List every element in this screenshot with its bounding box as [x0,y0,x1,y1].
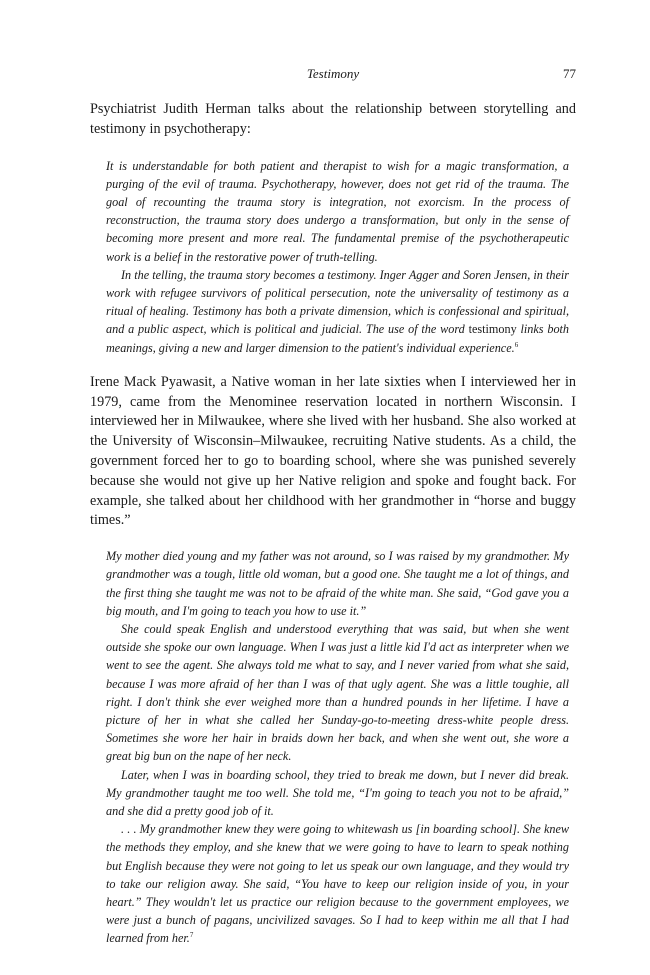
pyawasit-quote-paragraph-1: My mother died young and my father was not around, so I was raised by my grandmother. My grandmother was a tough, little old woman, but a good one. She taught me a lot of things, and the first thing she taught me was not to be afraid of the white man. She said, “God gave you a big mouth, and I'm going to teach you how to use it.” [106,549,569,618]
running-head [90,66,576,86]
footnote-marker: 7 [189,931,194,940]
pyawasit-quote-paragraph-4-text: . . . My grandmother knew they were going to whitewash us [in boarding school]. She knew the methods they employ, and she knew that we were going to have to learn to speak nothing but English because they were not going to let us speak our own language, and they would try to take our religion away. She said, “You have to keep our religion inside of you, in your heart.” They wouldn't let us practice our religion because to the government employees, we were just a bunch of pagans, uncivilized savages. So I had to keep within me all that I had learned from her. [106,822,569,946]
intro-paragraph: Psychiatrist Judith Herman talks about the relationship between storytelling and testimony in psychotherapy: [90,101,576,137]
herman-quote-paragraph-2 [106,266,569,357]
pyawasit-paragraph: Irene Mack Pyawasit, a Native woman in her late sixties when I interviewed her in 1979, came from the Menominee reservation located in northern Wisconsin. I interviewed her in Milwaukee, where she lived with her husband. She also worked at the University of Wisconsin–Milwaukee, recruiting Native students. As a child, the government forced her to go to boarding school, where she was punished severely because she would not give up her Native religion and spoke and fought back. For example, she talked about her childhood with her grandmother in “horse and buggy times.” [90,373,576,529]
page-number: 77 [563,66,576,81]
footnote-marker: 6 [514,340,519,349]
page-body [90,100,576,948]
pyawasit-quote-paragraph-4 [106,820,569,947]
running-title: Testimony [306,66,360,81]
pyawasit-quote-paragraph-3: Later, when I was in boarding school, they tried to break me down, but I never did break. My grandmother taught me too well. She told me, “I'm going to teach you not to be afraid,” and she did a pretty good job of it. [106,767,569,819]
herman-quote-text-before: In the telling, the trauma story becomes a testimony. Inger Agger and Soren Jensen, in their work with refugee survivors of political persecution, note the universality of testimony as a ritual of healing. Testimony has both a private dimension, which is confessional and spiritual, and a public aspect, which is political and judicial. The use of the word [106,267,569,337]
pyawasit-quote-paragraph-2: She could speak English and understood everything that was said, but when she went outside she spoke our own language. When I was just a little kid I'd act as interpreter when we went to see the agent. She always told me what to say, and I never varied from what she said, because I was more afraid of her than I was of that ugly agent. She was a little toughie, all right. I don't think she ever weighed more than a hundred pounds in her lifetime. I have a picture of her in what she called her Sunday-go-to-meeting dress-white people dress. Sometimes she wore her hair in braids down her back, and when she went out, she wore a great big bun on the nape of her neck. [106,622,569,764]
herman-block-quote [106,157,569,357]
pyawasit-block-quote [106,547,569,947]
herman-quote-text-after: links both meanings, giving a new and larger dimension to the patient's individual experience. [106,322,570,355]
herman-quote-paragraph-1: It is understandable for both patient and therapist to wish for a magic transformation, a purging of the evil of trauma. Psychotherapy, however, does not get rid of the trauma. The goal of recounting the trauma story is integration, not exorcism. In the process of reconstruction, the trauma story does undergo a transformation, but only in the sense of becoming more present and more real. The fundamental premise of the psychotherapeutic work is a belief in the restorative power of truth-telling. [106,158,569,264]
herman-quote-roman-word: testimony [468,322,517,337]
